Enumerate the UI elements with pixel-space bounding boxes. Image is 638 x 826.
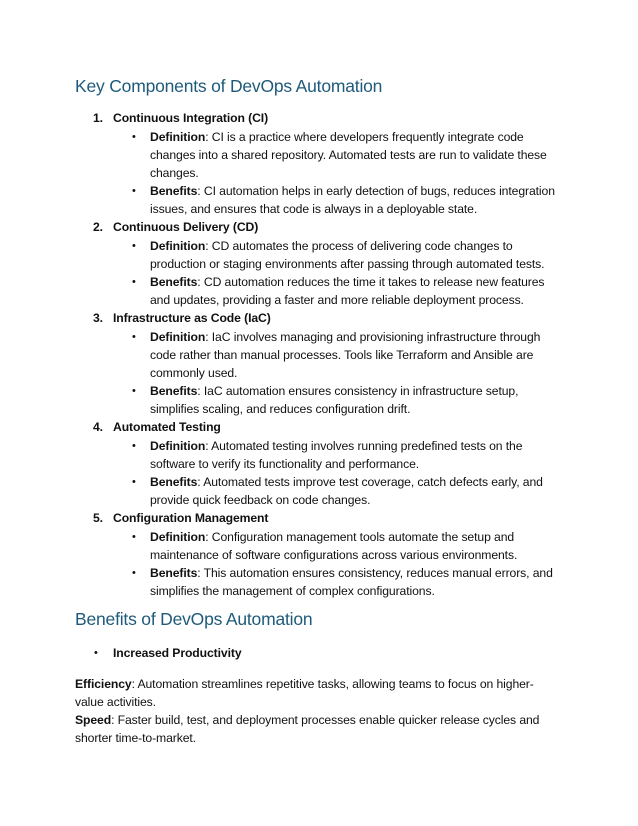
cd-benefits-line1 (150, 275, 544, 290)
config-benefits-line2: simplifies the management of complex configurations. (150, 584, 435, 598)
list-item-title-cd: Continuous Delivery (CD) (113, 220, 259, 234)
definition-text: : Configuration management tools automate the setup and (205, 530, 515, 544)
ci-definition-line3: changes. (150, 166, 199, 180)
iac-definition-line3: commonly used. (150, 366, 238, 380)
config-benefits-line1 (150, 566, 553, 581)
bullet-glyph: • (94, 647, 98, 659)
efficiency-line1 (75, 677, 534, 692)
definition-text: : CD automates the process of delivering code changes to (205, 239, 513, 253)
ci-benefits-line2: issues, and ensures that code is always in a deployable state. (150, 202, 478, 216)
bullet-increased-productivity: Increased Productivity (113, 646, 242, 660)
bullet-glyph: • (132, 440, 136, 452)
benefits-text: : Automated tests improve test coverage, catch defects early, and (197, 475, 543, 489)
definition-text: : IaC involves managing and provisioning infrastructure through (205, 330, 541, 344)
iac-definition-line1 (150, 330, 540, 345)
benefits-term: Benefits (150, 275, 198, 289)
bullet-glyph: • (132, 531, 136, 543)
speed-text: : Faster build, test, and deployment processes enable quicker release cycles and (111, 713, 540, 727)
list-item-title-config: Configuration Management (113, 511, 269, 525)
benefits-term: Benefits (150, 384, 198, 398)
definition-term: Definition (150, 439, 206, 453)
benefits-term: Benefits (150, 566, 198, 580)
cd-benefits-line2: and updates, providing a faster and more reliable deployment process. (150, 293, 524, 307)
bullet-glyph: • (132, 240, 136, 252)
config-definition-line1 (150, 530, 514, 545)
benefits-text: : IaC automation ensures consistency in infrastructure setup, (197, 384, 519, 398)
cd-definition-line1 (150, 239, 513, 254)
efficiency-text: : Automation streamlines repetitive tasks, allowing teams to focus on higher- (131, 677, 534, 691)
bullet-glyph: • (132, 331, 136, 343)
ci-definition-line2: changes into a shared repository. Automated tests are run to validate these (150, 148, 547, 162)
iac-benefits-line2: simplifies scaling, and reduces configuration drift. (150, 402, 411, 416)
bullet-glyph: • (132, 385, 136, 397)
definition-term: Definition (150, 130, 206, 144)
list-item-title-ci: Continuous Integration (CI) (113, 111, 269, 125)
testing-benefits-line1 (150, 475, 543, 490)
testing-benefits-line2: provide quick feedback on code changes. (150, 493, 371, 507)
ci-benefits-line1 (150, 184, 555, 199)
config-definition-line2: maintenance of software configurations across various environments. (150, 548, 518, 562)
bullet-glyph: • (132, 276, 136, 288)
bullet-glyph: • (132, 185, 136, 197)
speed-term: Speed (75, 713, 112, 727)
bullet-glyph: • (132, 476, 136, 488)
efficiency-line2: value activities. (75, 695, 156, 709)
benefits-term: Benefits (150, 184, 198, 198)
list-item-title-iac: Infrastructure as Code (IaC) (113, 311, 271, 325)
testing-definition-line2: software to verify its functionality and performance. (150, 457, 420, 471)
testing-definition-line1 (150, 439, 522, 454)
benefits-text: : This automation ensures consistency, reduces manual errors, and (197, 566, 553, 580)
definition-text: : Automated testing involves running predefined tests on the (205, 439, 523, 453)
bullet-glyph: • (132, 567, 136, 579)
section-heading-key-components: Key Components of DevOps Automation (75, 76, 383, 96)
list-number: 4. (93, 420, 103, 434)
speed-line2: shorter time-to-market. (75, 731, 196, 745)
iac-definition-line2: code rather than manual processes. Tools like Terraform and Ansible are (150, 348, 534, 362)
cd-definition-line2: production or staging environments after passing through automated tests. (150, 257, 545, 271)
speed-line1 (75, 713, 539, 728)
list-number: 5. (93, 511, 103, 525)
definition-term: Definition (150, 330, 206, 344)
ci-definition-line1 (150, 130, 524, 145)
list-item-title-testing: Automated Testing (113, 420, 221, 434)
bullet-glyph: • (132, 131, 136, 143)
efficiency-term: Efficiency (75, 677, 132, 691)
benefits-text: : CD automation reduces the time it takes to release new features (197, 275, 545, 289)
list-number: 2. (93, 220, 103, 234)
iac-benefits-line1 (150, 384, 518, 399)
benefits-text: : CI automation helps in early detection of bugs, reduces integration (197, 184, 555, 198)
definition-term: Definition (150, 239, 206, 253)
benefits-term: Benefits (150, 475, 198, 489)
list-number: 3. (93, 311, 103, 325)
definition-text: : CI is a practice where developers frequently integrate code (205, 130, 524, 144)
list-number: 1. (93, 111, 103, 125)
section-heading-benefits: Benefits of DevOps Automation (75, 609, 313, 629)
definition-term: Definition (150, 530, 206, 544)
